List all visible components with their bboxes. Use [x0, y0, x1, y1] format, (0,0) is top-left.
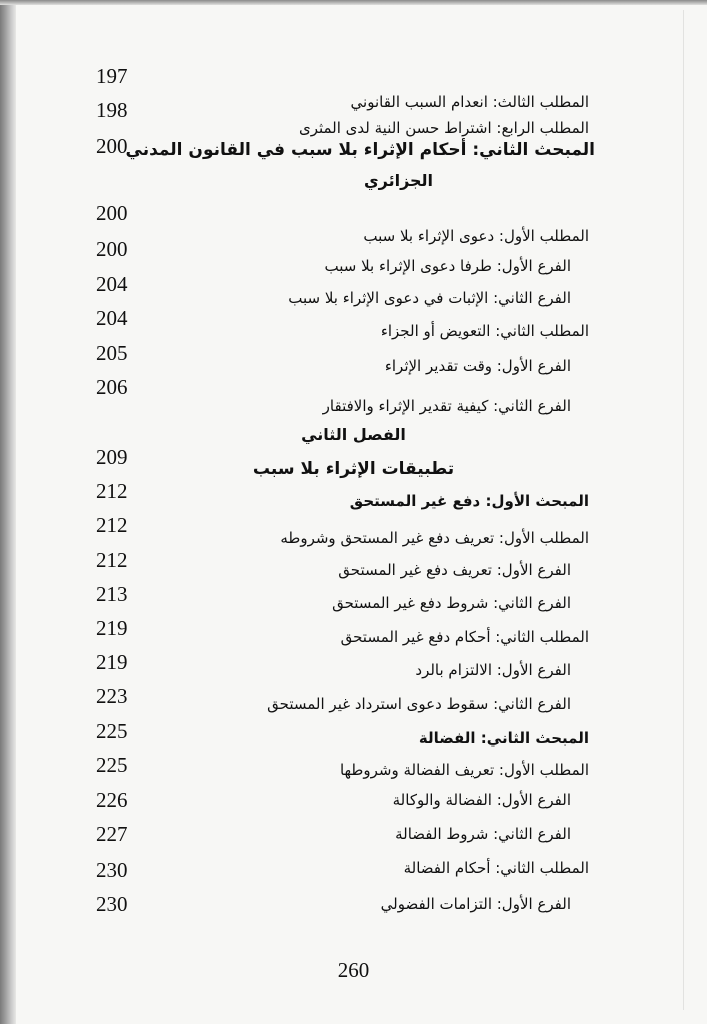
toc-section-heading: المبحث الثاني: الفضالة	[418, 729, 589, 747]
toc-entry-title: المطلب الأول: دعوى الإثراء بلا سبب	[363, 227, 589, 245]
toc-chapter-heading: الفصل الثاني	[301, 425, 406, 444]
toc-entry-title: الفرع الثاني: شروط دفع غير المستحق	[332, 594, 571, 612]
toc-entry-title: الفرع الأول: الالتزام بالرد	[415, 661, 571, 679]
toc-chapter-title: تطبيقات الإثراء بلا سبب	[252, 459, 455, 479]
toc-entry-title: الفرع الأول: الفضالة والوكالة	[392, 791, 571, 809]
toc-page-number: 212	[96, 513, 128, 537]
toc-entry-title: الفرع الثاني: كيفية تقدير الإثراء والافتقار	[322, 397, 571, 415]
toc-entry-title: المطلب الأول: تعريف دفع غير المستحق وشروطه	[280, 529, 589, 547]
toc-page-number: 219	[96, 650, 128, 674]
toc-page-number: 204	[96, 272, 128, 296]
toc-entry-title: المطلب الرابع: اشتراط حسن النية لدى المثرى	[298, 119, 589, 137]
toc-section-heading: المبحث الثاني: أحكام الإثراء بلا سبب في القانون المدني	[125, 140, 595, 160]
toc-entry-title: المطلب الأول: تعريف الفضالة وشروطها	[339, 761, 589, 779]
toc-entry-title: المطلب الثاني: أحكام دفع غير المستحق	[340, 628, 589, 646]
toc-section-heading-continued: الجزائري	[363, 171, 434, 190]
toc-entry-title: المطلب الثاني: التعويض أو الجزاء	[380, 322, 589, 340]
toc-entry-title: الفرع الأول: التزامات الفضولي	[380, 895, 571, 913]
toc-page-number: 230	[96, 892, 128, 916]
toc-page-number: 219	[96, 616, 128, 640]
toc-page-number: 198	[96, 98, 128, 122]
toc-page-number: 200	[96, 237, 128, 261]
toc-page-number: 205	[96, 341, 128, 365]
page-fold-line	[683, 10, 684, 1010]
toc-entry-title: الفرع الأول: تعريف دفع غير المستحق	[338, 561, 571, 579]
toc-section-heading: المبحث الأول: دفع غير المستحق	[349, 492, 589, 510]
toc-page-number: 230	[96, 858, 128, 882]
toc-entry-title: المطلب الثالث: انعدام السبب القانوني	[350, 93, 589, 111]
page-number-footer: 260	[337, 958, 370, 982]
toc-page-number: 226	[96, 788, 128, 812]
toc-entry-title: الفرع الثاني: شروط الفضالة	[395, 825, 571, 843]
toc-entry-title: الفرع الأول: وقت تقدير الإثراء	[384, 357, 571, 375]
book-spine-shadow	[0, 0, 16, 1024]
toc-page-number: 223	[96, 684, 128, 708]
toc-page-number: 227	[96, 822, 128, 846]
toc-entry-title: الفرع الثاني: الإثبات في دعوى الإثراء بلا سبب	[288, 289, 571, 307]
toc-page-number: 225	[96, 753, 128, 777]
toc-page-number: 212	[96, 479, 128, 503]
toc-entry-title: الفرع الأول: طرفا دعوى الإثراء بلا سبب	[324, 257, 571, 275]
toc-page-number: 204	[96, 306, 128, 330]
toc-page-number: 225	[96, 719, 128, 743]
toc-page-number: 197	[96, 64, 128, 88]
toc-page-number: 200	[96, 201, 128, 225]
toc-page-number: 200	[96, 134, 128, 158]
toc-entry-title: الفرع الثاني: سقوط دعوى استرداد غير المستحق	[267, 695, 571, 713]
toc-page-number: 212	[96, 548, 128, 572]
toc-entry-title: المطلب الثاني: أحكام الفضالة	[403, 859, 589, 877]
toc-page-number: 209	[96, 445, 128, 469]
toc-page-number: 213	[96, 582, 128, 606]
page-top-edge	[0, 0, 707, 5]
toc-page-number: 206	[96, 375, 128, 399]
